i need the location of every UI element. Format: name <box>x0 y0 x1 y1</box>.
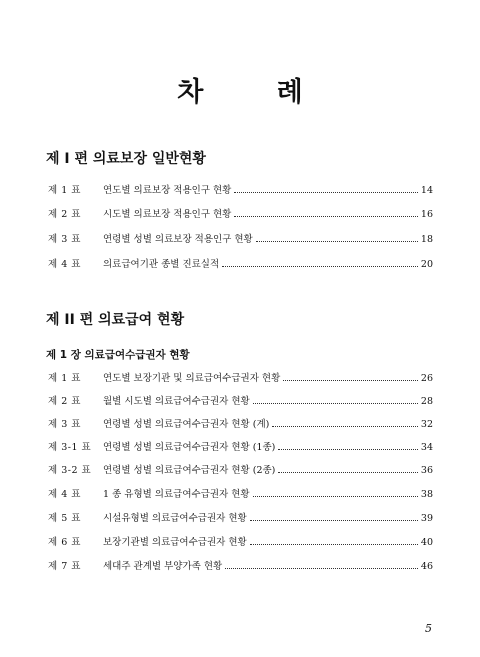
toc-entry[interactable] <box>48 257 433 271</box>
entry-title: 연령별 성별 의료급여수급권자 현황 (계) <box>103 419 270 430</box>
toc-entry[interactable] <box>48 232 433 246</box>
part-2-heading: 제 II 편 의료급여 현황 <box>46 312 185 328</box>
entry-page: 46 <box>420 561 433 572</box>
leader-dots <box>222 257 418 267</box>
entry-title: 연도별 의료보장 적용인구 현황 <box>103 185 232 196</box>
entry-page: 39 <box>420 513 433 524</box>
entry-page: 32 <box>420 419 433 430</box>
table-number: 제 5 표 <box>48 513 81 524</box>
table-number: 제 2 표 <box>48 396 81 407</box>
leader-dots <box>272 417 418 427</box>
entry-page: 38 <box>420 489 433 500</box>
entry-page: 16 <box>420 209 433 220</box>
table-number: 제 6 표 <box>48 537 81 548</box>
toc-entry[interactable] <box>48 535 433 549</box>
leader-dots <box>256 232 418 242</box>
leader-dots <box>278 440 418 450</box>
entry-page: 18 <box>420 234 433 245</box>
leader-dots <box>250 535 418 545</box>
toc-entry[interactable] <box>48 559 433 573</box>
entry-page: 34 <box>420 442 433 453</box>
entry-title: 월별 시도별 의료급여수급권자 현황 <box>103 396 250 407</box>
table-number: 제 3 표 <box>48 234 81 245</box>
table-number: 제 4 표 <box>48 259 81 270</box>
toc-entry[interactable] <box>48 487 433 501</box>
entry-title: 세대주 관계별 부양가족 현황 <box>103 561 223 572</box>
leader-dots <box>253 394 418 404</box>
entry-title: 1 종 유형별 의료급여수급권자 현황 <box>103 489 250 500</box>
entry-title: 의료급여기관 종별 진료실적 <box>103 259 220 270</box>
table-number: 제 1 표 <box>48 185 81 196</box>
table-number: 제 3 표 <box>48 419 81 430</box>
page-title: 차 례 <box>177 77 335 108</box>
entry-title: 연령별 성별 의료보장 적용인구 현황 <box>103 234 253 245</box>
entry-page: 14 <box>420 185 433 196</box>
part-1-heading: 제 I 편 의료보장 일반현황 <box>46 151 206 167</box>
toc-entry[interactable] <box>48 511 433 525</box>
entry-title: 연도별 보장기관 및 의료급여수급권자 현황 <box>103 373 281 384</box>
entry-title: 연령별 성별 의료급여수급권자 현황 (2종) <box>103 465 276 476</box>
toc-entry[interactable] <box>48 207 433 221</box>
table-number: 제 3-1 표 <box>48 442 92 453</box>
leader-dots <box>250 511 418 521</box>
entry-page: 40 <box>420 537 433 548</box>
entry-title: 시도별 의료보장 적용인구 현황 <box>103 209 232 220</box>
toc-entry[interactable] <box>48 440 433 454</box>
table-number: 제 3-2 표 <box>48 465 92 476</box>
entry-page: 20 <box>420 259 433 270</box>
entry-page: 28 <box>420 396 433 407</box>
toc-entry[interactable] <box>48 371 433 385</box>
entry-title: 보장기관별 의료급여수급권자 현황 <box>103 537 247 548</box>
leader-dots <box>234 183 418 193</box>
entry-title: 시설유형별 의료급여수급권자 현황 <box>103 513 247 524</box>
table-number: 제 4 표 <box>48 489 81 500</box>
chapter-heading: 제 1 장 의료급여수급권자 현황 <box>46 349 190 361</box>
page-number: 5 <box>425 622 432 635</box>
toc-entry[interactable] <box>48 417 433 431</box>
table-number: 제 2 표 <box>48 209 81 220</box>
entry-page: 36 <box>420 465 433 476</box>
leader-dots <box>234 207 418 217</box>
leader-dots <box>278 463 418 473</box>
entry-page: 26 <box>420 373 433 384</box>
toc-entry[interactable] <box>48 183 433 197</box>
leader-dots <box>225 559 418 569</box>
table-number: 제 1 표 <box>48 373 81 384</box>
toc-entry[interactable] <box>48 394 433 408</box>
table-number: 제 7 표 <box>48 561 81 572</box>
entry-title: 연령별 성별 의료급여수급권자 현황 (1종) <box>103 442 276 453</box>
leader-dots <box>253 487 418 497</box>
toc-entry[interactable] <box>48 463 433 477</box>
leader-dots <box>283 371 418 381</box>
